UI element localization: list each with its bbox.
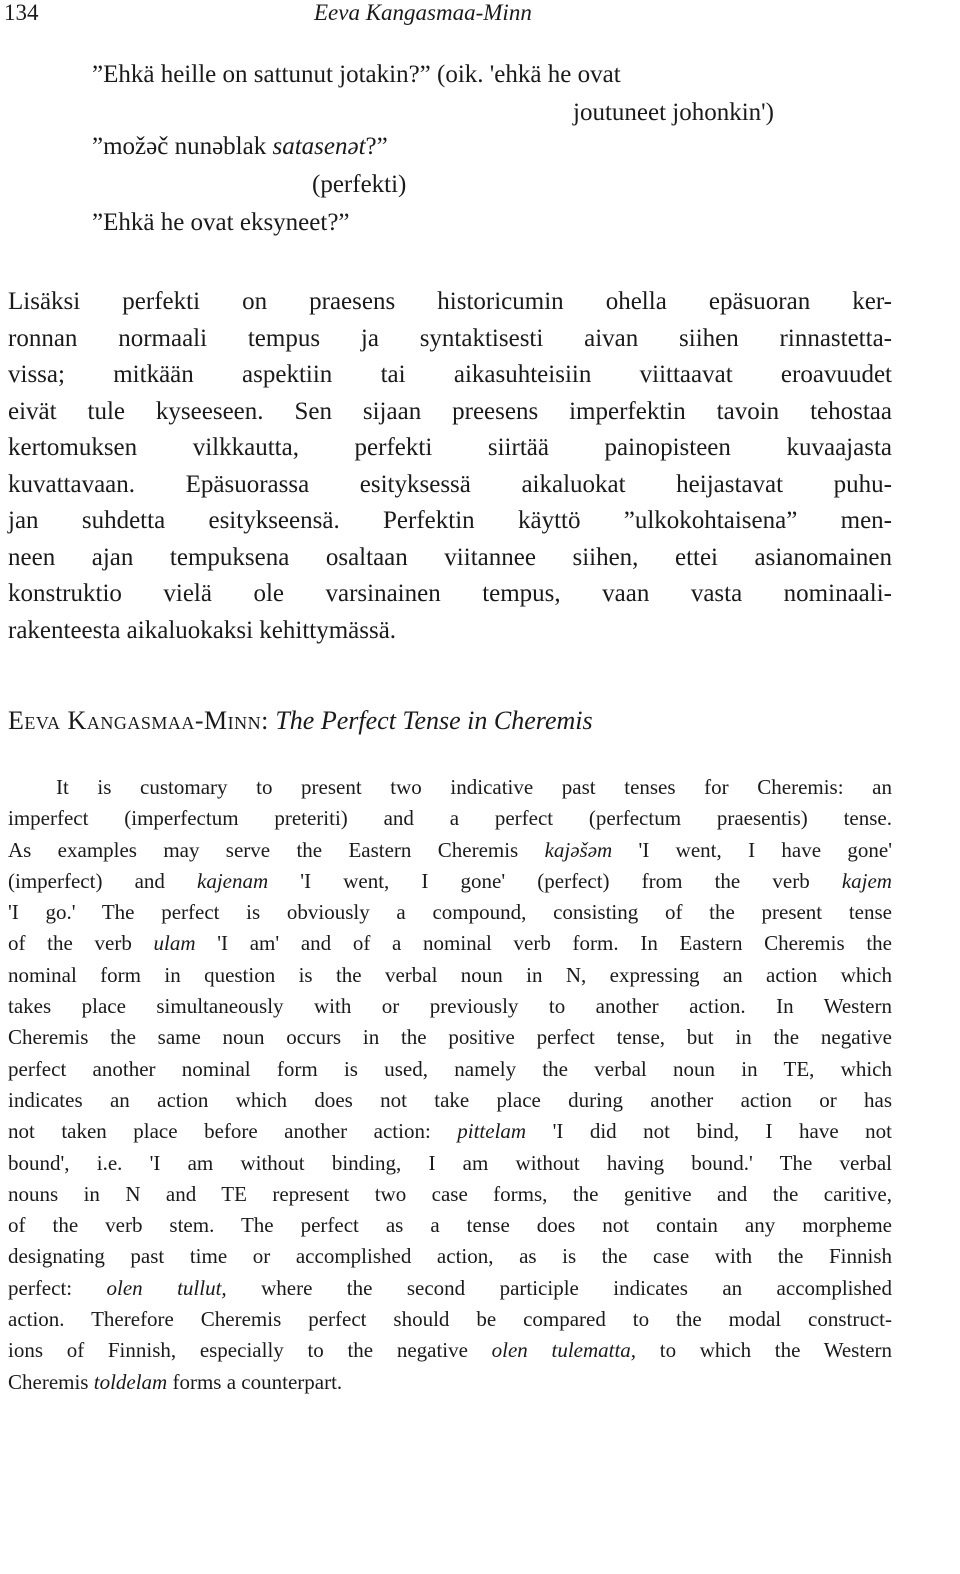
text-run: As examples may serve the Eastern Cheremis: [8, 837, 545, 862]
english-summary-line: [8, 991, 892, 1022]
finnish-paragraph-line: ronnan normaali tempus ja syntaktisesti aivan siihen rinnastetta-: [8, 324, 892, 352]
finnish-paragraph-line: kuvattavaan. Epäsuorassa esityksessä aikaluokat heijastavat puhu-: [8, 470, 892, 498]
finnish-paragraph-line: Lisäksi perfekti on praesens historicumin ohella epäsuoran ker-: [8, 288, 892, 315]
page-header: [4, 0, 954, 30]
english-summary-line: [8, 1210, 892, 1241]
example-line-3-end: ?”: [365, 133, 388, 160]
text-run: Cheremis the same noun occurs in the positive perfect tense, but in the negative: [8, 1025, 892, 1050]
text-run: to which the Western: [636, 1338, 893, 1363]
summary-heading: [8, 706, 593, 736]
text-run: Cheremis: [8, 1369, 94, 1394]
text-run: nominal form in question is the verbal noun in N, expressing an action which: [8, 962, 892, 987]
example-line-3: [92, 134, 388, 159]
text-run: takes place simultaneously with or previously to another action. In Western: [8, 994, 892, 1019]
italic-term: olen tullut,: [106, 1275, 227, 1300]
english-summary-line: [8, 1148, 892, 1179]
text-run: of the verb stem. The perfect as a tense does not contain any morpheme: [8, 1213, 892, 1238]
text-run: indicates an action which does not take place during another action or has: [8, 1087, 892, 1112]
example-line-3-plain: ”možəč nunəblak: [92, 133, 273, 160]
english-summary-line: [8, 1085, 892, 1116]
finnish-paragraph-line: rakenteesta aikaluokaksi kehittymässä.: [8, 616, 397, 644]
text-run: perfect another nominal form is used, namely the verbal noun in TE, which: [8, 1056, 892, 1081]
english-summary-line: [8, 1273, 892, 1304]
english-summary-line: [8, 866, 892, 897]
english-summary-line: [8, 803, 892, 834]
finnish-paragraph-line: eivät tule kyseeseen. Sen sijaan preesens imperfektin tavoin tehostaa: [8, 397, 892, 425]
example-line-4: (perfekti): [312, 171, 407, 198]
italic-term: pittelam: [457, 1119, 527, 1144]
english-summary-line: [8, 1335, 892, 1366]
text-run: perfect:: [8, 1275, 107, 1300]
example-line-1: ”Ehkä heille on sattunut jotakin?” (oik. 'ehkä he ovat: [92, 61, 621, 88]
text-run: bound', i.e. 'I am without binding, I am without having bound.' The verbal: [8, 1150, 892, 1175]
english-summary-line: [8, 1116, 892, 1147]
english-summary-line: [8, 960, 892, 991]
english-summary-paragraph: [8, 772, 892, 1398]
text-run: not taken place before another action:: [8, 1119, 458, 1144]
english-summary-line: [8, 772, 892, 803]
english-summary-line: [8, 1054, 892, 1085]
text-run: designating past time or accomplished action, as is the case with the Finnish: [8, 1244, 892, 1269]
italic-term: ulam: [153, 931, 196, 956]
italic-term: kajem: [841, 868, 892, 893]
english-summary-line: [8, 928, 892, 959]
english-summary-line: [8, 897, 892, 928]
text-run: where the second participle indicates an accomplished: [226, 1275, 893, 1300]
page-number: 134: [4, 0, 39, 25]
english-summary-line: [8, 1367, 892, 1398]
summary-author: Eeva Kangasmaa-Minn:: [8, 706, 269, 735]
english-summary-line: [8, 835, 892, 866]
italic-term: toldelam: [93, 1369, 168, 1394]
text-run: of the verb: [8, 931, 154, 956]
finnish-paragraph-line: konstruktio vielä ole varsinainen tempus, vaan vasta nominaali-: [8, 580, 892, 607]
example-line-5: ”Ehkä he ovat eksyneet?”: [92, 209, 350, 236]
text-run: It is customary to present two indicative past tenses for Cheremis: an: [56, 775, 892, 799]
finnish-paragraph-line: vissa; mitkään aspektiin tai aikasuhteisiin viittaavat eroavuudet: [8, 361, 892, 388]
finnish-paragraph-line: neen ajan tempuksena osaltaan viitannee siihen, ettei asianomainen: [8, 543, 892, 571]
text-run: 'I am' and of a nominal verb form. In Eastern Cheremis the: [195, 931, 892, 956]
summary-title: The Perfect Tense in Cheremis: [275, 706, 593, 735]
english-summary-line: [8, 1241, 892, 1272]
text-run: imperfect (imperfectum preteriti) and a perfect (perfectum praesentis) tense.: [8, 806, 892, 831]
example-line-2: joutuneet johonkin'): [573, 99, 775, 126]
text-run: 'I did not bind, I have not: [526, 1119, 892, 1144]
finnish-paragraph-line: kertomuksen vilkkautta, perfekti siirtää painopisteen kuvaajasta: [8, 434, 892, 461]
text-run: action. Therefore Cheremis perfect should be compared to the modal construct-: [8, 1307, 892, 1332]
finnish-paragraph: [8, 284, 892, 649]
italic-term: kajəšəm: [544, 837, 613, 862]
italic-term: kajenam: [197, 868, 269, 893]
text-run: forms a counterpart.: [167, 1369, 343, 1394]
english-summary-line: [8, 1179, 892, 1210]
example-line-3-italic: satasenət: [272, 133, 366, 160]
text-run: nouns in N and TE represent two case forms, the genitive and the caritive,: [8, 1181, 892, 1206]
text-run: 'I went, I have gone': [612, 837, 892, 862]
english-summary-line: [8, 1022, 892, 1053]
text-run: 'I went, I gone' (perfect) from the verb: [268, 868, 842, 893]
italic-term: olen tulematta,: [491, 1338, 637, 1363]
finnish-paragraph-line: jan suhdetta esitykseensä. Perfektin käyttö ”ulkokohtaisena” men-: [8, 507, 892, 534]
running-head: Eeva Kangasmaa-Minn: [314, 0, 532, 25]
text-run: ions of Finnish, especially to the negative: [8, 1338, 492, 1363]
text-run: 'I go.' The perfect is obviously a compound, consisting of the present tense: [8, 900, 892, 925]
english-summary-line: [8, 1304, 892, 1335]
text-run: (imperfect) and: [8, 868, 198, 893]
